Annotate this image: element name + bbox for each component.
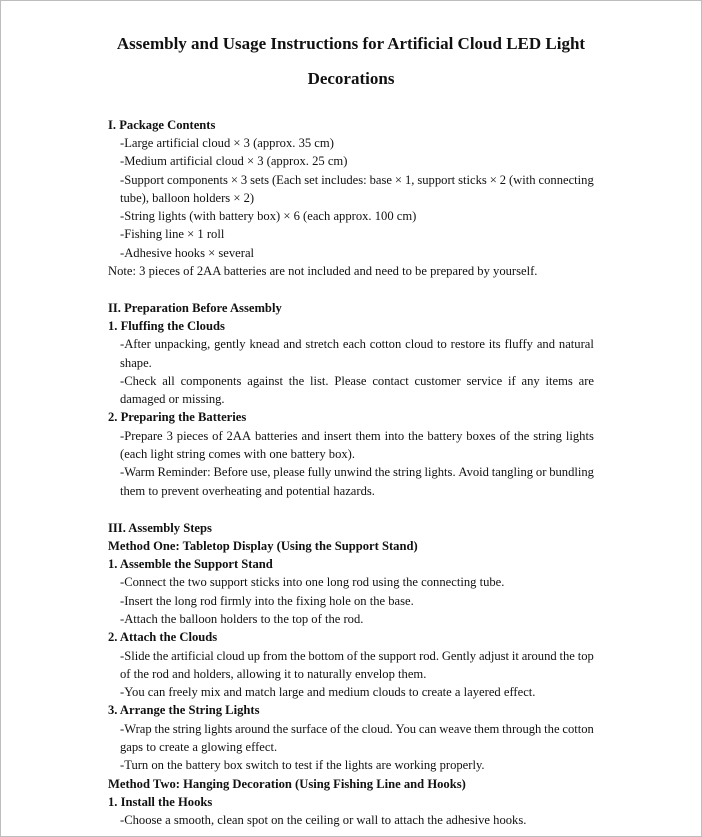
- instruction-line: -Attach the balloon holders to the top of the rod.: [120, 612, 364, 626]
- step-heading-string-lights: 3. Arrange the String Lights: [108, 703, 260, 717]
- instruction-line: -Warm Reminder: Before use, please fully unwind the string lights. Avoid tangling or bundling: [120, 465, 594, 479]
- method-heading-hanging: Method Two: Hanging Decoration (Using Fishing Line and Hooks): [108, 777, 466, 791]
- package-item: -Medium artificial cloud × 3 (approx. 25 cm): [120, 154, 348, 168]
- instruction-line: -Slide the artificial cloud up from the bottom of the support rod. Gently adjust it around the top: [120, 649, 594, 663]
- section-heading-package-contents: I. Package Contents: [108, 118, 216, 132]
- step-heading-support-stand: 1. Assemble the Support Stand: [108, 557, 273, 571]
- package-item: -Fishing line × 1 roll: [120, 227, 225, 241]
- instruction-line: shape.: [120, 356, 152, 370]
- method-heading-tabletop: Method One: Tabletop Display (Using the Support Stand): [108, 539, 418, 553]
- step-heading-install-hooks: 1. Install the Hooks: [108, 795, 213, 809]
- package-item: -String lights (with battery box) × 6 (each approx. 100 cm): [120, 209, 417, 223]
- step-heading-attach-clouds: 2. Attach the Clouds: [108, 630, 218, 644]
- package-item-continued: tube), balloon holders × 2): [120, 191, 255, 205]
- instruction-line: -After unpacking, gently knead and stretch each cotton cloud to restore its fluffy and natural: [120, 337, 594, 351]
- document-page: [1, 1, 701, 836]
- instruction-line: of the rod and holders, allowing it to naturally envelop them.: [120, 667, 427, 681]
- subsection-heading-batteries: 2. Preparing the Batteries: [108, 410, 247, 424]
- instruction-line: -Check all components against the list. Please contact customer service if any items are: [120, 374, 594, 388]
- package-item: -Adhesive hooks × several: [120, 246, 255, 260]
- instruction-line: gaps to create a glowing effect.: [120, 740, 278, 754]
- section-heading-preparation: II. Preparation Before Assembly: [108, 301, 282, 315]
- instruction-line: (each light string comes with one battery box).: [120, 447, 356, 461]
- package-item: -Support components × 3 sets (Each set includes: base × 1, support sticks × 2 (with connecting: [120, 173, 594, 187]
- instruction-line: -Wrap the string lights around the surface of the cloud. You can weave them through the cotton: [120, 722, 594, 736]
- instruction-line: -Prepare 3 pieces of 2AA batteries and insert them into the battery boxes of the string lights: [120, 429, 594, 443]
- document-title-line-1: Assembly and Usage Instructions for Artificial Cloud LED Light: [116, 34, 586, 53]
- subsection-heading-fluffing: 1. Fluffing the Clouds: [108, 319, 225, 333]
- instruction-line: -Turn on the battery box switch to test if the lights are working properly.: [120, 758, 485, 772]
- instruction-line: -Choose a smooth, clean spot on the ceiling or wall to attach the adhesive hooks.: [120, 813, 527, 827]
- instruction-line: them to prevent overheating and potential hazards.: [120, 484, 375, 498]
- section-heading-assembly-steps: III. Assembly Steps: [108, 521, 212, 535]
- instruction-line: damaged or missing.: [120, 392, 225, 406]
- instruction-line: -Connect the two support sticks into one long rod using the connecting tube.: [120, 575, 505, 589]
- package-item: -Large artificial cloud × 3 (approx. 35 cm): [120, 136, 334, 150]
- document-title-line-2: Decorations: [307, 69, 395, 88]
- instruction-line: -You can freely mix and match large and medium clouds to create a layered effect.: [120, 685, 536, 699]
- battery-note: Note: 3 pieces of 2AA batteries are not included and need to be prepared by yourself.: [108, 264, 538, 278]
- instruction-line: -Insert the long rod firmly into the fixing hole on the base.: [120, 594, 414, 608]
